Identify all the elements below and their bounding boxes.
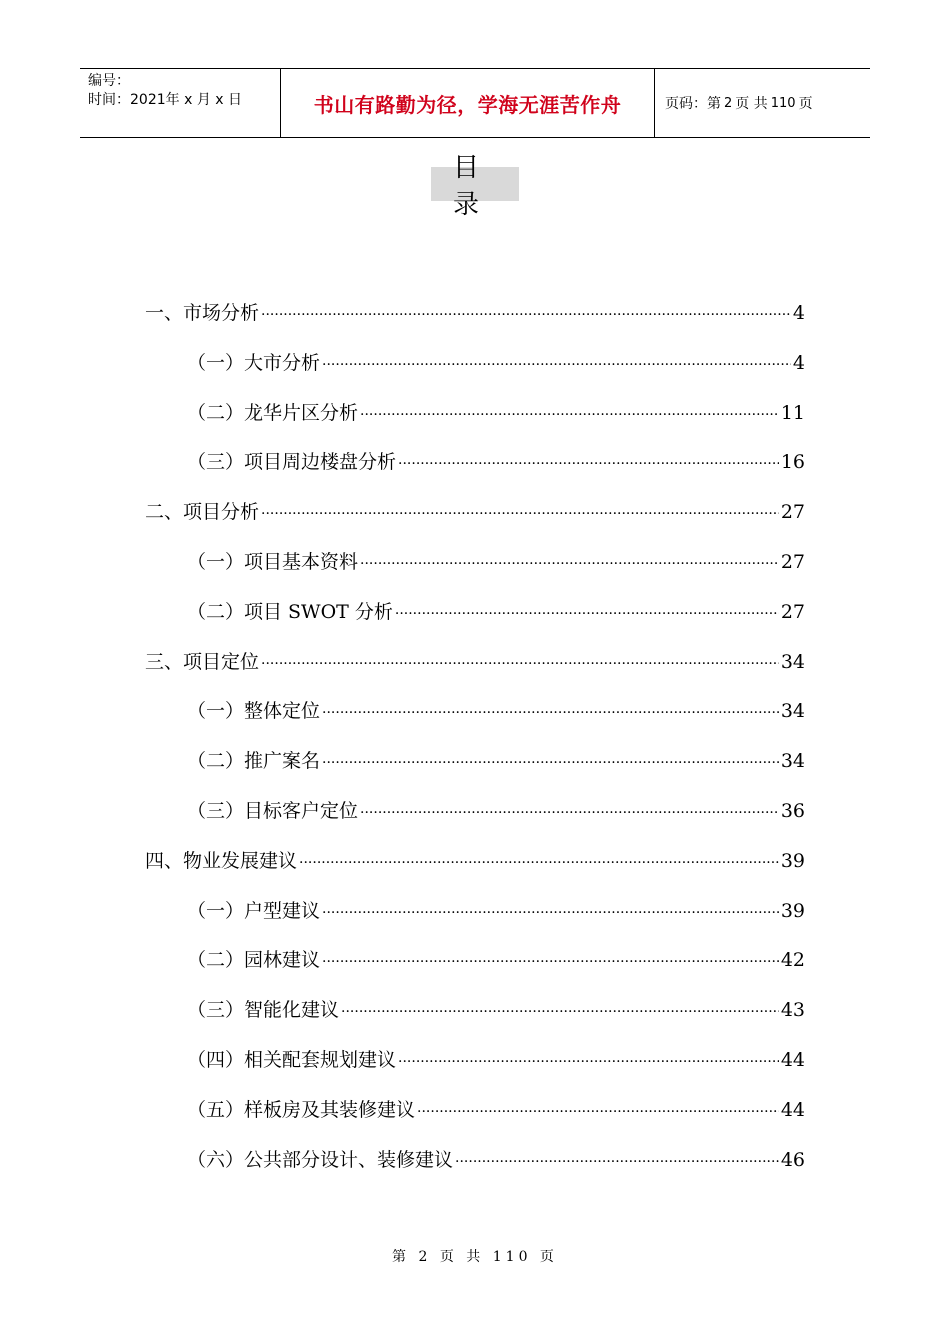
toc-leader-dots [261, 651, 779, 677]
header-meta [80, 69, 281, 137]
toc-entry[interactable] [145, 499, 805, 525]
toc-entry-page: 39 [780, 849, 805, 872]
page-suffix: 页 [798, 96, 813, 112]
page-mid: 页 共 [735, 96, 768, 112]
toc-entry-page: 44 [780, 1098, 805, 1121]
toc-entry[interactable] [187, 898, 805, 924]
toc-entry-page: 34 [780, 750, 805, 773]
toc-entry-label: （二）项目 SWOT 分析 [187, 600, 393, 623]
toc-leader-dots [398, 1049, 779, 1075]
toc-leader-dots [299, 850, 779, 876]
toc-entry[interactable] [187, 599, 805, 625]
time-rest: 年 x 月 x 日 [165, 92, 243, 108]
toc-entry-page: 4 [792, 302, 805, 324]
toc-entry-label: 四、物业发展建议 [145, 849, 298, 872]
toc-leader-dots [417, 1099, 779, 1125]
toc-entry[interactable] [145, 649, 805, 675]
toc-entry-label: （一）整体定位 [187, 700, 321, 723]
toc-entry[interactable] [187, 350, 805, 376]
toc-entry-label: （一）大市分析 [187, 351, 321, 374]
toc-leader-dots [261, 302, 791, 328]
page-total: 110 [770, 95, 796, 111]
toc-leader-dots [322, 700, 779, 726]
time-label: 时间： [88, 92, 130, 108]
time-year: 2021 [130, 92, 166, 108]
toc-entry-label: （三）目标客户定位 [187, 800, 359, 822]
toc-entry-page: 46 [780, 1148, 805, 1171]
toc-leader-dots [455, 1149, 779, 1175]
toc-entry-label: 一、市场分析 [145, 302, 260, 324]
toc-entry[interactable] [187, 798, 805, 824]
toc-entry[interactable] [187, 997, 805, 1023]
toc-entry-label: （二）园林建议 [187, 949, 321, 972]
toc-entry-page: 43 [780, 999, 805, 1022]
toc-entry-page: 34 [780, 650, 805, 673]
toc-entry-page: 42 [780, 949, 805, 972]
header-page-info [655, 69, 870, 137]
toc-entry-label: （四）相关配套规划建议 [187, 1049, 397, 1071]
toc-entry-page: 27 [780, 551, 805, 573]
toc-entry-label: （二）推广案名 [187, 750, 321, 773]
toc-leader-dots [398, 451, 779, 477]
toc-entry-page: 39 [780, 899, 805, 922]
code-label: 编号： [88, 73, 130, 89]
toc-entry[interactable] [145, 300, 805, 326]
toc-entry-page: 4 [792, 351, 805, 374]
toc-leader-dots [360, 551, 779, 577]
toc-entry-label: （六）公共部分设计、装修建议 [187, 1148, 454, 1171]
toc-entry[interactable] [187, 947, 805, 973]
time-line [88, 91, 280, 110]
toc-entry[interactable] [145, 848, 805, 874]
toc-entry-page: 34 [780, 700, 805, 723]
page-header [80, 68, 870, 138]
toc-leader-dots [322, 352, 791, 378]
toc-title: 目录 [431, 167, 519, 201]
toc-entry-label: （三）项目周边楼盘分析 [187, 451, 397, 474]
page-current: 2 [724, 95, 733, 111]
toc-entry-page: 36 [780, 800, 805, 822]
toc-entry[interactable] [187, 400, 805, 426]
toc-entry[interactable] [187, 748, 805, 774]
toc-entry-page: 16 [780, 451, 805, 474]
toc-entry-label: （一）户型建议 [187, 899, 321, 922]
toc-leader-dots [261, 501, 779, 527]
toc-entry[interactable] [187, 1047, 805, 1073]
header-motto: 书山有路勤为径，学海无涯苦作舟 [281, 69, 655, 137]
toc-entry-page: 27 [780, 600, 805, 623]
toc-leader-dots [341, 999, 779, 1025]
toc-leader-dots [322, 900, 779, 926]
toc-leader-dots [360, 800, 779, 826]
toc-entry-label: （三）智能化建议 [187, 999, 340, 1022]
toc-entry[interactable] [187, 449, 805, 475]
toc-leader-dots [360, 402, 779, 428]
toc-entry-page: 44 [780, 1049, 805, 1071]
toc-entry[interactable] [187, 698, 805, 724]
toc-entry-label: （一）项目基本资料 [187, 551, 359, 573]
toc-entry[interactable] [187, 1147, 805, 1173]
toc-entry-page: 11 [780, 401, 805, 424]
toc-entry[interactable] [187, 1097, 805, 1123]
toc-leader-dots [322, 750, 779, 776]
toc-entry-label: （五）样板房及其装修建议 [187, 1098, 416, 1121]
toc-entry-page: 27 [780, 501, 805, 524]
toc-entry-label: 二、项目分析 [145, 501, 260, 524]
toc-entry-label: 三、项目定位 [145, 650, 260, 673]
toc-entry[interactable] [187, 549, 805, 575]
toc-entry-label: （二）龙华片区分析 [187, 401, 359, 424]
page-prefix: 页码：第 [665, 96, 721, 112]
toc-leader-dots [395, 601, 779, 627]
toc-leader-dots [322, 949, 779, 975]
page-footer: 第 2 页 共 110 页 [392, 1249, 558, 1265]
